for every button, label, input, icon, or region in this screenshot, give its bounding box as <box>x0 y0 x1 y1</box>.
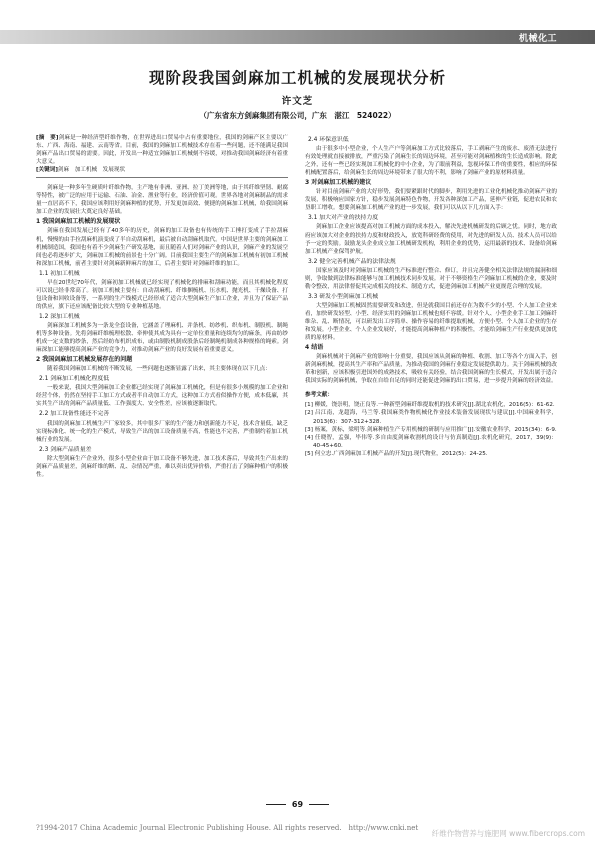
footer-copyright: ?1994-2017 China Academic Journal Electronic Publishing House. All rights reserved. http://www.cnki.net <box>36 824 419 832</box>
abstract-label: [摘 要] <box>36 135 59 141</box>
keywords-text: 剑麻 加工机械 发展现状 <box>57 167 126 174</box>
body-paragraph: 大型剑麻加工机械固然需要研发和改进，但是就我国目前还存在为数不少的小型、个人加工企业来看，加快研发轻型、小型、经济实用的剑麻加工机械也刻不容缓。针对个人、小型企业手工加工剑麻纤维杂、乱、断情况，可以研发出工序简单、操作容易的纤维提取机械，方便小型、个人加工企业的生存和发展。小型企业、个人企业发展好，才能提高剑麻种植户的积极性，才能给剑麻生产行业提供更加优质的原材料。 <box>305 302 557 342</box>
section-heading: 2 我国剑麻加工机械发展存在的问题 <box>36 356 133 364</box>
section-heading: 3 对剑麻加工机械的建议 <box>305 179 372 187</box>
page-number-dash-right <box>309 804 329 805</box>
body-paragraph: 随着我国剑麻加工机械的不断发展，一些问题也逐渐显露了出来，其主要体现在以下几点： <box>47 366 271 373</box>
reference-item: [5] 何立忠.广西剑麻加工机械产品的开发[J].现代物业，2012(5)：24-25. <box>305 450 488 457</box>
section-heading: 2.1 剑麻加工机械化程度低 <box>39 376 110 383</box>
section-heading: 4 结语 <box>305 344 324 352</box>
page-number <box>0 800 595 809</box>
right-body <box>305 136 557 385</box>
right-column <box>305 134 557 458</box>
references-title: 参考文献： <box>305 392 333 399</box>
left-body <box>36 184 288 479</box>
section-heading: 1.2 深加工机械 <box>39 313 80 320</box>
article-author: 许文芝 <box>281 96 314 107</box>
body-paragraph: 剑麻加工企业应该提高对加工机械方面的成本投入，解决先进机械研发的后顾之忧。同时，地方政府应该加大对企业的扶持力度和财政投入，放宽科研经费的使用，对先进的研发人员、技术人员可以给予一定的奖励。鼓励龙头企业成立加工机械研发机构，利用企业的优势，运用最新的技术、设备给剑麻加工机械产业保驾护航。 <box>305 224 557 255</box>
body-paragraph: 剑麻机械对于剑麻产业的影响十分重要，我国应该从剑麻的种植、收割、加工等各个方面入手，创新剑麻机械，提高其生产率和产品质量，为推动我国的剑麻行业稳定发展提供助力。关于剑麻机械的改革和创新，应该积极引进国外的成熟技术，吸收有关经验，结合我国剑麻的生长模式，开发出属于适合我国实际的剑麻机械，争取在自给自足的同时还能促进剑麻的出口贸易，进一步提升剑麻的经济效益。 <box>305 354 557 385</box>
author-affiliation: （广东省东方剑麻集团有限公司，广东 湛江 524022） <box>199 111 396 120</box>
left-column <box>36 134 288 479</box>
section-heading: 2.2 加工设备性能还不完善 <box>39 411 110 418</box>
watermark: 纤维作物营养与施肥网 www.fibercrops.com <box>431 829 585 838</box>
reference-item: [4] 任晓智，孟强，毕伟等.多自由度剑麻收割机的设计与仿真制造[J].农机化研究，2017，39(9)：40-45+60. <box>305 434 557 449</box>
section-heading: 3.1 加大对产业的扶持力度 <box>308 215 379 222</box>
references-list <box>305 401 557 457</box>
reference-item: [3] 杨案，黄标，梁明等.剑麻种植生产专用机械的研制与应用推广[J].安徽农业科学，2015(34)：6-9. <box>305 426 557 433</box>
abstract-text: 剑麻是一种经济型纤维作物，在世界进出口贸易中占有重要地位，我国的剑麻产区主要以广东、广西、海南、福建、云南等省。目前，我国的剑麻加工机械技术存在着一些问题，还不能满足我国剑麻产品出口贸易的需要。因此，开发出一种适宜剑麻加工机械刻不容缓，对推动我国剑麻经济有着重大意义。 <box>36 135 288 166</box>
body-paragraph: 除大型剑麻生产企业外，很多小型企业由于加工设备不够先进，加工技术落后，导致其生产出来的剑麻产品质量差，剑麻纤维的断、乱、杂情况严重，难以卖出优异价格，严重打击了剑麻种植户的积极性。 <box>36 455 288 478</box>
header-band <box>0 30 595 44</box>
section-heading: 3.2 健全完善机械产品的法律法规 <box>308 258 396 265</box>
journal-section-tag: 机械化工 <box>518 34 557 44</box>
reference-item: [2] 吕江南，龙超海，马兰等.我国麻类作物机械化作业技术装备发展现状与建议[J].中国麻业科学，2013(6)：307-312+328. <box>305 410 557 425</box>
body-paragraph: 早在20世纪70年代，剑麻初加工机械就已经实现了机械化的排麻和刮麻功能，而且其机械化程度可以说已经非常高了。初加工机械主要有：自动刮麻机、纤维捆梳机、压水机、抛光机、干燥设备、打包设备和回收设备等，一系列的生产线模式已经形成了适合大型剑麻生产加工企业，并且为了保证产品的供应，旗下还应该配备比较大型的专业种植基地。 <box>36 279 288 310</box>
body-paragraph: 剑麻深加工机械多为一条龙全套设备，它涵盖了理麻机、并条机、纺纱机、织布机、制股机、制绳机等多种设备。先将剑麻纤维梳理松散、牵伸使其成为具有一定单位重量和连续均匀的麻条，再由纺纱机成一定支数的纱条，然后经纺布机织成布，或由制股机制成股条后经制绳机制成各种规格的绳索。剑麻深加工能够提高剑麻产业的竞争力，对推动剑麻产业的良好发展有着重要意义。 <box>36 322 288 354</box>
abstract-block <box>36 134 288 178</box>
body-paragraph: 剑麻是一种多年生硬质叶纤维作物，主产地有非洲、亚洲、拉丁美洲等地，由于其纤维坚韧、耐腐等特性，被广泛的应用于运输、石油、冶金、渔业等行业，经济价值可观。世界各地对剑麻制品的需求量一直居高不下，我国应该利用好剑麻种植的优势，开发更加高效、便捷的剑麻加工机械，给我国剑麻加工企业的发展壮大奠定良好基础。 <box>36 185 288 216</box>
page-number-dash-left <box>266 804 286 805</box>
body-paragraph: 我国的剑麻加工机械生产厂家较多，其中很多厂家的生产能力和创新能力不足，技术含量低，缺乏实现标准化、统一化的生产模式，导致生产出的加工设备质量不高，性能也不完善，严重制约着加工机械行业的发展。 <box>36 420 288 443</box>
reference-item: [1] 柳媛，饶崇明，饶正良等.一种新型剑麻纤维提取机的技术研究[J].湖北农机化，2016(5)：61-62. <box>305 402 555 409</box>
keywords <box>36 166 288 174</box>
body-paragraph: 一般来说，我国大型剑麻加工企业都已经实现了剑麻加工机械化，但是有很多小规模的加工企业和经营个体，仍然在坚持手工加工方式或者半自动加工方式，这种加工方式看似操作方便，成本低廉，其实其生产出的剑麻产品质量低、工作强度大、安全性差，应该被逐渐取代。 <box>36 385 288 408</box>
section-heading: 2.3 剑麻产品质量差 <box>39 446 92 453</box>
section-heading: 1 我国剑麻加工机械的发展现状 <box>36 218 121 226</box>
section-heading: 3.3 研发小型剑麻加工机械 <box>308 293 379 300</box>
section-heading: 1.1 初加工机械 <box>39 270 80 277</box>
body-paragraph: 针对目前剑麻产业的大好形势，我们要紧跟时代的脚步，利用先进的工业化机械化推动剑麻产业的发展，积极响应国家方针，稳步发展剑麻特色作物，开发各种深加工产品，延伸产业链，促进农民和农垦职工增收。想要剑麻加工机械产业的进一步发展，我们可以从以下几方面入手： <box>305 189 557 212</box>
body-paragraph: 剑麻在我国发展已经有了40多年的历史，剑麻的加工设备也有传统的手工捶打变成了手拉刮麻机，慢慢的由手拉刮麻机演变成了半自动刮麻机，最后被自动刮麻机取代。中国是世界主要的剑麻加工机械制造国，我国也有着不少剑麻生产研发基地，而且随着人们对剑麻产业的认识，剑麻产业的发展空间也必将逐步扩大，剑麻加工机械的前景也十分广阔。目前我国主要生产的剑麻加工机械有初加工机械和深加工机械，前者主要针对剑麻新鲜麻片的加工，后者主要针对剑麻纤维的加工。 <box>36 228 288 267</box>
abstract <box>36 134 288 166</box>
keywords-label: [关键词] <box>36 167 58 174</box>
article-title: 现阶段我国剑麻加工机械的发展现状分析 <box>148 69 446 87</box>
page-number-value: 69 <box>291 800 304 809</box>
body-paragraph: 国家应该及时对剑麻加工机械的生产标准进行整合、修订，并且完善健全相关法律法规的漏洞和细则，争取做到法律标准能够与加工机械技术同步发展。对于不够资格生产剑麻加工机械的企业，要及时勒令整改，用法律督促其完成相关的技术、制造方式，促进剑麻加工机械产业更规范合理的发展。 <box>305 267 557 290</box>
section-heading: 2.4 环保意识低 <box>308 137 349 143</box>
body-paragraph: 由于很多中小型企业，个人生产户等剑麻加工方式比较落后，手工剥麻产生的废水、废渣无法进行有效处理就直接被排放，严重污染了剑麻生长的周边环境，甚至可能对剑麻植株的生长造成影响。除此之外，还有一些已经实现加工机械化的中小企业，为了眼前利益，忽视环保工作的重要性，相应的环保机械配置落后，给剑麻生长的周边环境带来了很大的不利，影响了剑麻产业的原材料质量。 <box>305 146 557 177</box>
